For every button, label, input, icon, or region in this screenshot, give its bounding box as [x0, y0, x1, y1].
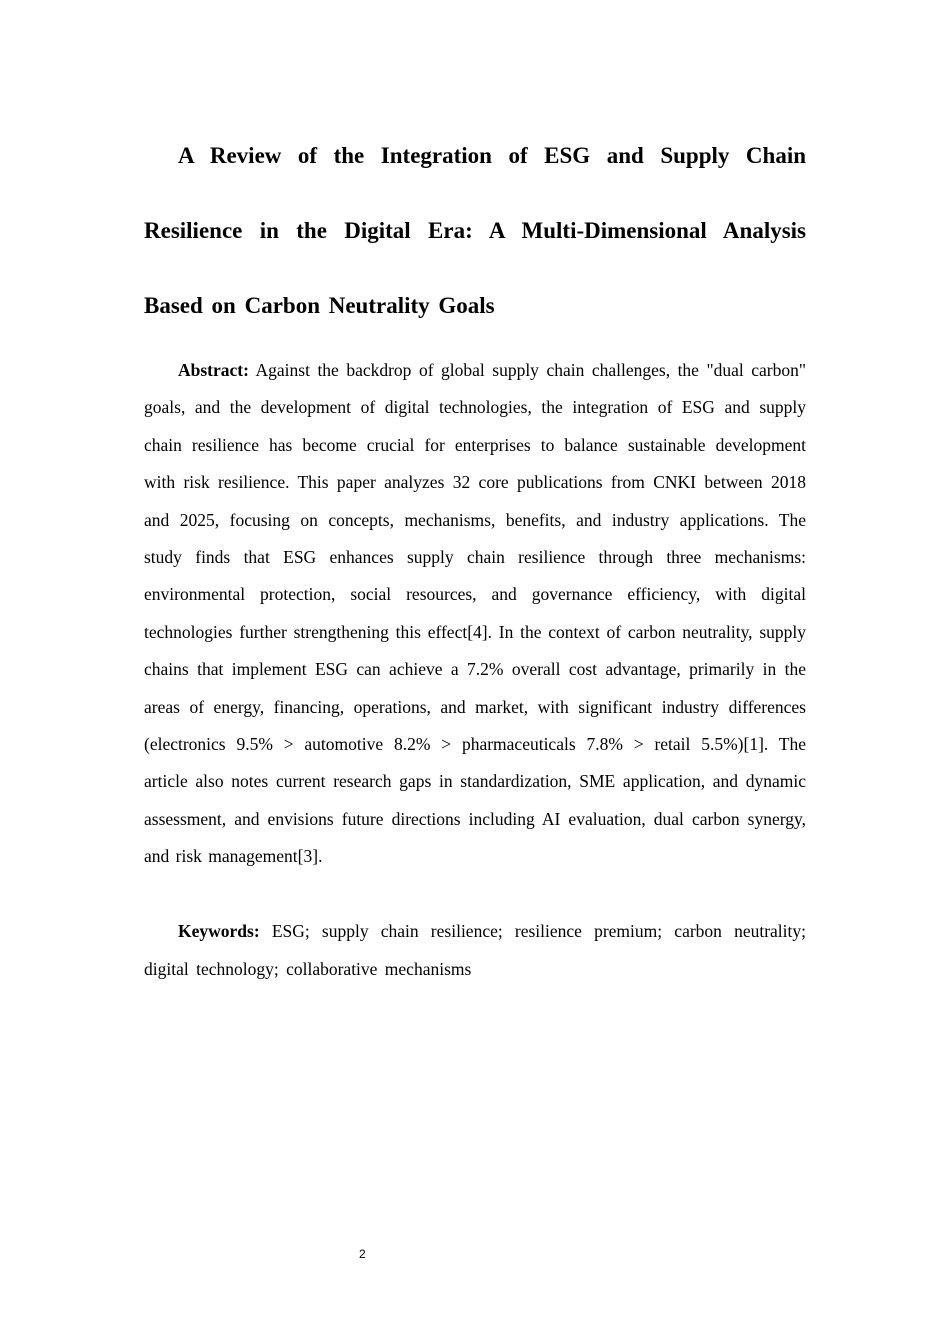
- keywords-label: Keywords:: [178, 920, 260, 941]
- paper-title: A Review of the Integration of ESG and Supply Chain Resilience in the Digital Era: A Multi-Dimensional Analysis Based on Carbon Neutrality Goals: [144, 143, 806, 318]
- paper-page: [144, 118, 806, 988]
- abstract-text: Against the backdrop of global supply chain challenges, the "dual carbon" goals, and the development of digital technologies, the integration of ESG and supply chain resilience has become crucial for enterprises to balance sustainable development with risk resilience. This paper analyzes 32 core publications from CNKI between 2018 and 2025, focusing on concepts, mechanisms, benefits, and industry applications. The study finds that ESG enhances supply chain resilience through three mechanisms: environmental protection, social resources, and governance efficiency, with digital technologies further strengthening this effect[4]. In the context of carbon neutrality, supply chains that implement ESG can achieve a 7.2% overall cost advantage, primarily in the areas of energy, financing, operations, and market, with significant industry differences (electronics 9.5% > automotive 8.2% > pharmaceuticals 7.8% > retail 5.5%)[1]. The article also notes current research gaps in standardization, SME application, and dynamic assessment, and envisions future directions including AI evaluation, dual carbon synergy, and risk management[3].: [144, 360, 806, 867]
- abstract-label: Abstract:: [178, 360, 249, 380]
- keywords-paragraph: [144, 912, 806, 988]
- abstract-paragraph: [144, 352, 806, 876]
- keywords-text: ESG; supply chain resilience; resilience premium; carbon neutrality; digital technology; collaborative mechanisms: [144, 920, 806, 979]
- page-number: 2: [359, 1247, 366, 1261]
